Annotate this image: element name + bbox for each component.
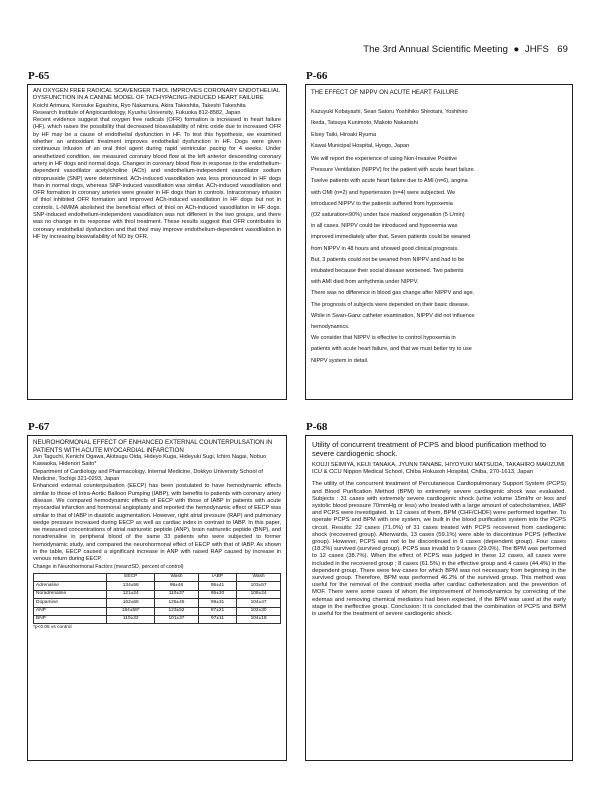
abstract-title: NEUROHORMONAL EFFECT OF ENHANCED EXTERNAL COUNTERPULSATION IN PATIENTS WITH ACUTE MYOCARDIAL INFARCTION (33, 439, 273, 454)
table-cell: Noradrenaline (34, 590, 107, 598)
table-cell: 98±46 (155, 582, 199, 590)
table-header-cell: EECP (107, 573, 155, 581)
table-cell: 104±47 (237, 599, 281, 607)
table-cell: 95±41 (198, 582, 236, 590)
table-cell: Dopamine (34, 599, 107, 607)
abstract-p68 (305, 435, 573, 761)
text-line: Kawai Municipal Hospital, Hyogo, Japan (311, 142, 410, 149)
table-cell: BNP (34, 615, 107, 623)
table-header-cell (34, 573, 107, 581)
abstract-body: Recent evidence suggest that oxygen free radicals (OFR) formation is increased in heart failure (HF), which raises the possibility that decreased bioavailability of nitric oxide due to increased OFR by HF may be a cause of endothelial dysfunction in HF. To test this hypothesis, we examined whether an antioxidant treatment improves endothelial dysfunction in HF. Dogs were given continuous infusion of an oral thiol agent during rapid ventricular pacing for 4 weeks. Under anesthetized condition, we measured coronary blood flow at the left anterior descending coronary artery in HF dogs and normal dogs. Changes in coronary blood flow in response to the endothelium-dependent vasodilator acetylcholine (ACh) and endothelium-independent vasodilator sodium nitroprusside (SNP) were determined. ACh-induced vasodilation was less pronounced in HF dogs than in normal dogs, whereas SNP-induced vasodilation was similar. ACh-induced vasodilation and OFR formation in coronary arteries were greater in HF dogs than in controls. Intracoronary infusion of thiol inhibited OFR formation and improved ACh-induced vasodilation in HF dogs but not in controls. L-NMMA abolished the beneficial effect of thiol on ACh-induced vasodilation in HF dogs. SNP-induced endothelium-independent vasodilation was not different in the two groups, and there was no change in its response with thiol treatment. These results suggest that OFR contributes to coronary endothelial dysfunction and that thiol may improve endothelium-dependent vasodilation in HF by increasing bioavailability of NO by OFR. (33, 117, 281, 240)
table-cell: 95±20 (198, 590, 236, 598)
text-line: introduced NIPPV to the patients suffered from hypoxemia (311, 200, 453, 207)
table-row (34, 599, 281, 607)
table-cell: 87±21 (198, 607, 236, 615)
table-header-cell: Wash (155, 573, 199, 581)
table-cell: 104±18 (237, 615, 281, 623)
abstract-title: THE EFFECT OF NIPPV ON ACUTE HEART FAILURE (311, 90, 459, 96)
text-line: Elsey Taiki, Hiroaki Ryuma (311, 131, 377, 138)
table-footnote: *p<0.05 vs control (33, 625, 72, 631)
abstract-label-p65: P-65 (28, 70, 50, 82)
text-line: with AMI died from arrhythmia under NIPPV. (311, 279, 419, 286)
page-number: 69 (557, 44, 568, 55)
table-cell: 102±30 (237, 607, 281, 615)
table-cell: ANP (34, 607, 107, 615)
abstract-title: AN OXYGEN FREE RADICAL SCAVENGER THIOL IMPROVES CORONARY ENDOTHELIAL DYSFUNCTION IN A CANINE MODEL OF TACHYPACING-INDUCED HEART FAILURE (33, 88, 280, 102)
table-header-cell: IABP (198, 573, 236, 581)
text-line: intubated because their social disease worsened. Two patients (311, 268, 464, 275)
table-cell: 125±45 (155, 599, 199, 607)
text-line: Twelve patients with acute heart failure due to AMI (n=6), angina (311, 178, 468, 185)
text-line: The prognosis of subjects were depended on their basic disease. (311, 301, 470, 308)
abstract-p65 (27, 84, 287, 400)
text-line: from NIPPV in 48 hours and showed good clinical prognosis. (311, 245, 459, 252)
text-line: But, 3 patients could not be weaned from NIPPV and had to be (311, 256, 465, 263)
text-line: Pressure Ventilation (NIPPV) for the patient with acute heart failure. (311, 167, 476, 174)
abstract-institution: Research Institute of Angiocardiology, Kyushu University, Fukuoka 812-8582, Japan (33, 109, 241, 116)
table-row (34, 615, 281, 623)
table-cell: 110±32 (107, 615, 155, 623)
table-row (34, 590, 281, 598)
table-cell: 134±58 (107, 582, 155, 590)
table-cell: 99±31 (198, 599, 236, 607)
table-cell: 103±57 (237, 582, 281, 590)
abstract-p66 (305, 84, 573, 400)
text-line: (O2 saturation<90%) under face masked oxygenation (5 L/min) (311, 212, 465, 219)
meeting-name: The 3rd Annual Scientific Meeting (363, 44, 509, 55)
abstract-authors: Jun Taguchi, Kenichi Ogawa, Akitsugu Oida, Hideyo Kuga, Hideyuki Sugi, Ichiro Nagai, Nobuo Kawaoka, Hidenori Saito* (33, 454, 267, 468)
abstract-authors (312, 462, 566, 476)
table-header-row (34, 573, 281, 581)
table-caption: Change in Neurohormonal Factors (mean±SD, percent of control) (33, 563, 184, 570)
abstract-institution: Department of Cardiology and Pharmacology, Internal Medicine, Dokkyo University School of Medicine, Tochigi 321-0293, Japan (33, 468, 263, 483)
text-line: We consider that NIPPV is effective to control hypoxemia in (311, 335, 456, 342)
table-cell: 121±24 (107, 590, 155, 598)
text-line: with OMI (n=2) and hypertension (n=4) were subjected. We (311, 189, 456, 196)
table-row (34, 582, 281, 590)
abstract-p67 (27, 435, 287, 761)
abstract-label-p67: P-67 (28, 421, 50, 433)
abstract-label-p66: P-66 (306, 70, 328, 82)
text-line: Kazuyuki Kobayashi, Sean Satoru Yoshihiko Shirotani, Yoshihiro (311, 109, 468, 116)
table-cell: 110±37 (155, 590, 199, 598)
abstract-institution: ICU & CCU Nippon Medical School, Chiba Hokusoh Hospital, Chiba, 270-1613, Japan (312, 469, 534, 476)
running-header (24, 44, 568, 58)
text-line: patients with acute heart failure, and that we must better try to use (311, 346, 472, 353)
table-cell: 101±37 (155, 615, 199, 623)
table-cell: 162±68 (107, 599, 155, 607)
text-line: We will report the experience of using Non-Invasive Positive (311, 156, 458, 163)
abstract-authors: Koichi Arimura, Kensuke Egashira, Ryo Nakamura, Akira Takeshita, Takeshi Takeshita (33, 102, 246, 109)
table-row (34, 607, 281, 615)
abstract-title: Utility of concurrent treatment of PCPS and blood purification method to severe cardiogenic shock. (312, 440, 547, 458)
table-cell: Adrenaline (34, 582, 107, 590)
text-line: improved immediately after that. Seven patients could be weaned (311, 234, 471, 241)
text-line: Ikeda, Tatsuya Kunimoto, Makoto Nakanishi (311, 120, 418, 127)
neurohormonal-table (33, 573, 281, 624)
abstract-body: Enhanced external counterpulsation (EECP) has been postulated to have hemodynamic effects similar to those of Intra-Aortic Balloon Pumping (IABP), with benefits to patients with coronary artery disease. We compared hemodynamic effects of EECP with those of IABP in patients with acute myocardial infarction and hormonal angioplasty and reported the hemodynamic effect of EECP was similar to that of IABP in diastolic augmentation. However, right atrial pressure (RAP) and pulmonary wedge pressure increased during EECP as well as cardiac index in contrast to IABP. In this paper, we measured concentrations of atrial natriuretic peptide (ANP), brain natriuretic peptide (BNP), and noradrenaline in peripheral blood of the same 33 patients who were subjected to former hemodynamic study, and compared the neurohormonal effect of EECP with that of IABP. As shown in the table, EECP caused a significant increase in ANP with raised RAP caused by increase in venous return during EECP. (33, 483, 282, 563)
table-cell: 97±11 (198, 615, 236, 623)
running-header-text (363, 44, 568, 55)
text-line: While in Swan-Ganz catheter examination, NIPPV did not influence (311, 312, 475, 319)
text-line: in all cases. NIPPV could be introduced and hypoxemia was (311, 223, 458, 230)
table-cell: 184±58* (107, 607, 155, 615)
header-bullet: ● (513, 44, 520, 55)
text-line: hemodynamics. (311, 324, 350, 331)
table-cell: 108±24 (237, 590, 281, 598)
text-line: NIPPV system in detail. (311, 357, 369, 364)
table-cell: 123±52 (155, 607, 199, 615)
table-header-cell: Wash (237, 573, 281, 581)
abstract-authors-names: KOUJI SEIMIYA, KEIJI TANAKA, JYUNN TANABE, HIYOYUKI MATSUDA, TAKAHIRO MAKIZUMI (312, 462, 565, 468)
abstract-body: The utility of the concurrent treatment of Percutaneous Cardiopulmonary Support System (PCPS) and Blood Purification Method (BPM) to extremely severe cardiogenic shock was evaluated. Subjects : 31 cases with extremely severe cardiogenic shock (urine volume 15ml/hr or less and systolic blood pressure 70mmHg or less) who treated with a large amount of catecholamines, IABP and PCPS were investigated. In 12 cases of them, BPM (CHF/CHDF) were performed together. To operate PCPS and BPM with one system, we built in the blood purification system into the PCPS circuit. Results: 22 cases (71.0%) of 31 cases treated with PCPS recovered from cardiogenic shock (recovered group). Afterwards, 13 cases (59.1%) were able to discontinue PCPS (effective group). However, PCPS was not to be discontinued in 9 cases (dependent group). Four cases (18.2%) survived (survived group). PCPS was invalid to 9 cases (29.0%). The BPM was performed to 12 cases (38.7%). When the effect of PCPS was judged in these 12 cases, all cases were included in the recovered group ; 8 cases (61.5%) in the effective group and 4 cases (44.4%) in the dependent group. There were few cases for which BPM was not necessary from beginning in the survived group. Therefore, BPM was performed 46.2% of the survived group. This method was useful for the removal of the contrast media after cardiac catheterization and the prevention of MOF. There were some cases of whom the improvement of hemodynamics by correcting of the edemas and removing chemical mediators had been expected, if the BPM was used at the early stage in the ineffective group. Conclusion: It is concluded that the combination of PCPS and BPM is useful for the treatment of severe cardiogenic shock. (312, 481, 566, 618)
text-line: There was no difference in blood gas change after NIPPV and age. (311, 290, 475, 297)
society-name: JHFS (524, 44, 549, 55)
abstract-label-p68: P-68 (306, 421, 328, 433)
